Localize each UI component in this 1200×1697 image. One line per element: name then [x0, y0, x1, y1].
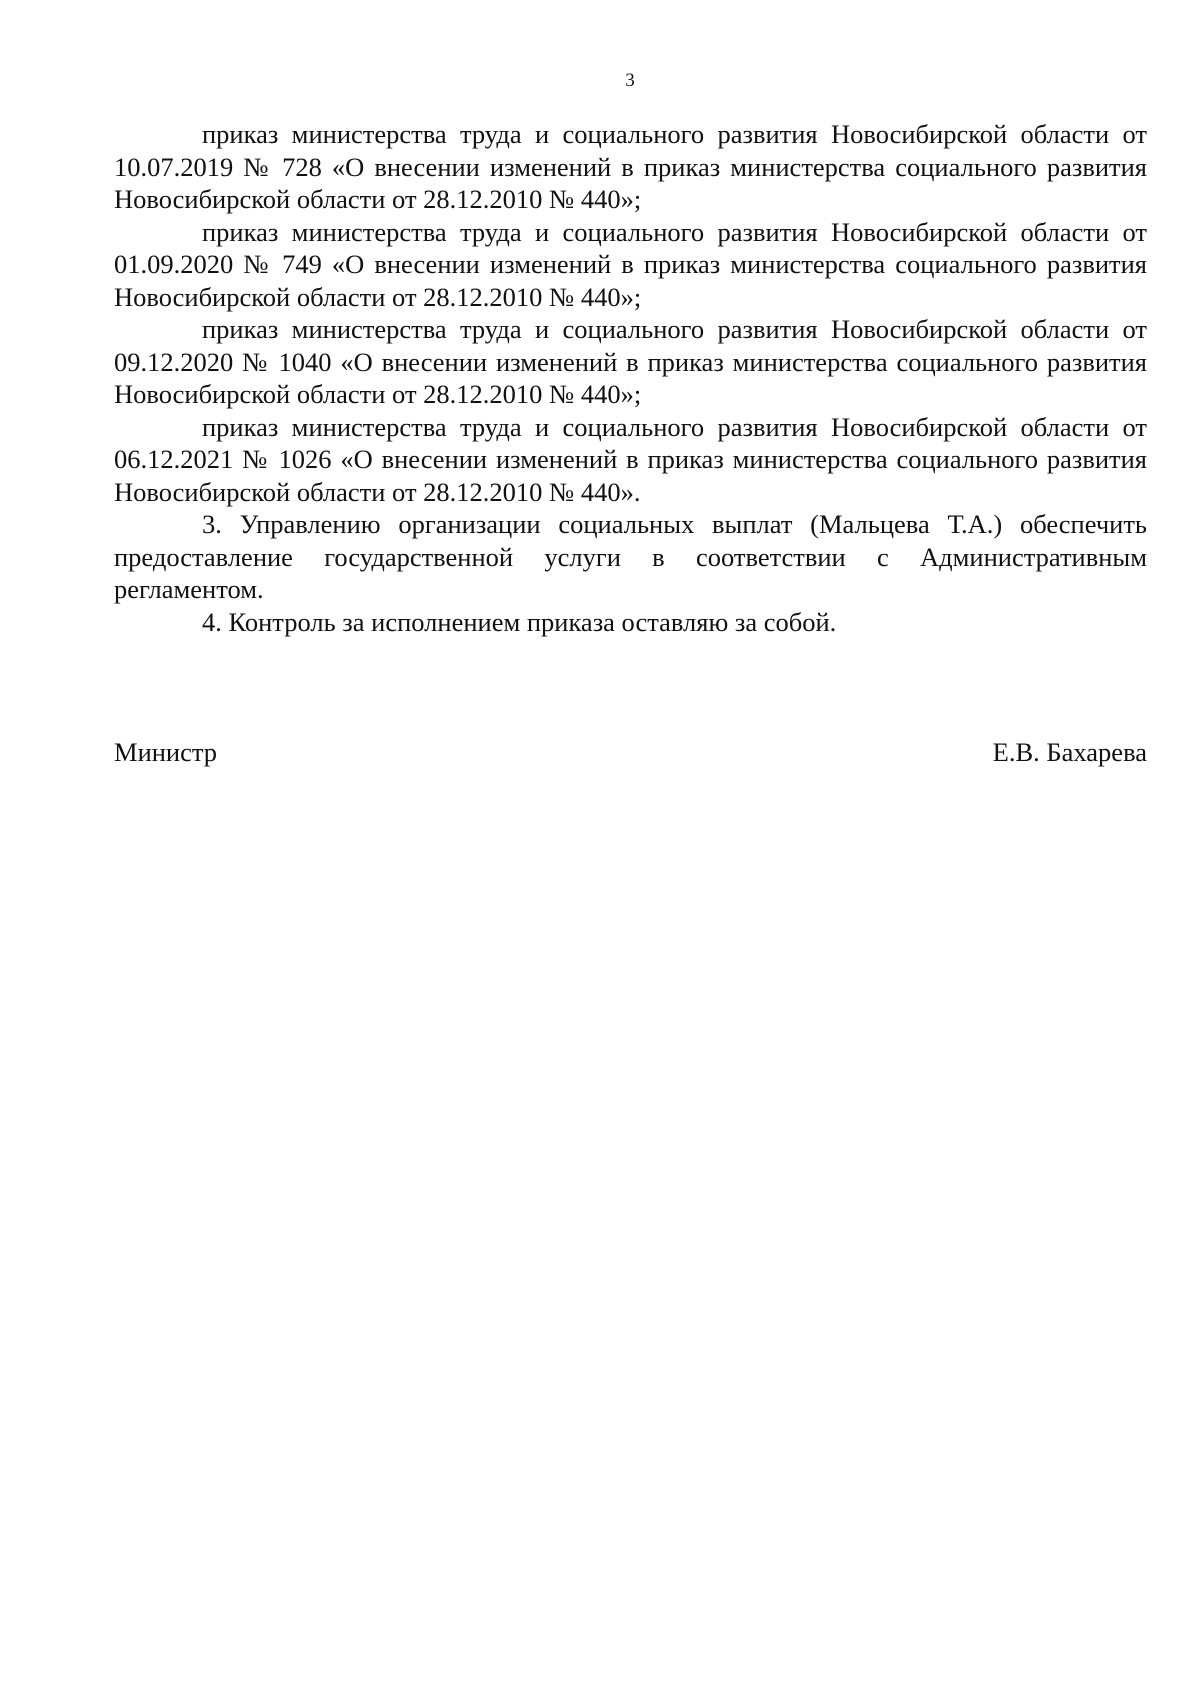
- signatory-position: Министр: [114, 737, 218, 767]
- signatory-name: Е.В. Бахарева: [992, 737, 1147, 767]
- signature-block: [114, 736, 1147, 768]
- paragraph-order-2020-1040: приказ министерства труда и социального развития Новосибирской области от 09.12.2020 № 1040 «О внесении изменений в приказ министерства социального развития Новосибирской области от 28.12.2010 № 440»;: [114, 314, 1147, 409]
- paragraph-item-4: 4. Контроль за исполнением приказа оставляю за собой.: [202, 606, 837, 637]
- paragraph-order-2021-1026: приказ министерства труда и социального развития Новосибирской области от 06.12.2021 № 1026 «О внесении изменений в приказ министерства социального развития Новосибирской области от 28.12.2010 № 440».: [114, 411, 1147, 507]
- page-number: 3: [625, 70, 635, 91]
- document-body: [114, 118, 1147, 638]
- paragraph-order-2020-749: приказ министерства труда и социального развития Новосибирской области от 01.09.2020 № 749 «О внесении изменений в приказ министерства социального развития Новосибирской области от 28.12.2010 № 440»;: [114, 216, 1147, 312]
- paragraph-item-3: 3. Управлению организации социальных выплат (Мальцева Т.А.) обеспечить предоставление государственной услуги в соответствии с Административным регламентом.: [114, 509, 1147, 604]
- paragraph-order-2019-728: приказ министерства труда и социального развития Новосибирской области от 10.07.2019 № 728 «О внесении изменений в приказ министерства социального развития Новосибирской области от 28.12.2010 № 440»;: [114, 119, 1147, 214]
